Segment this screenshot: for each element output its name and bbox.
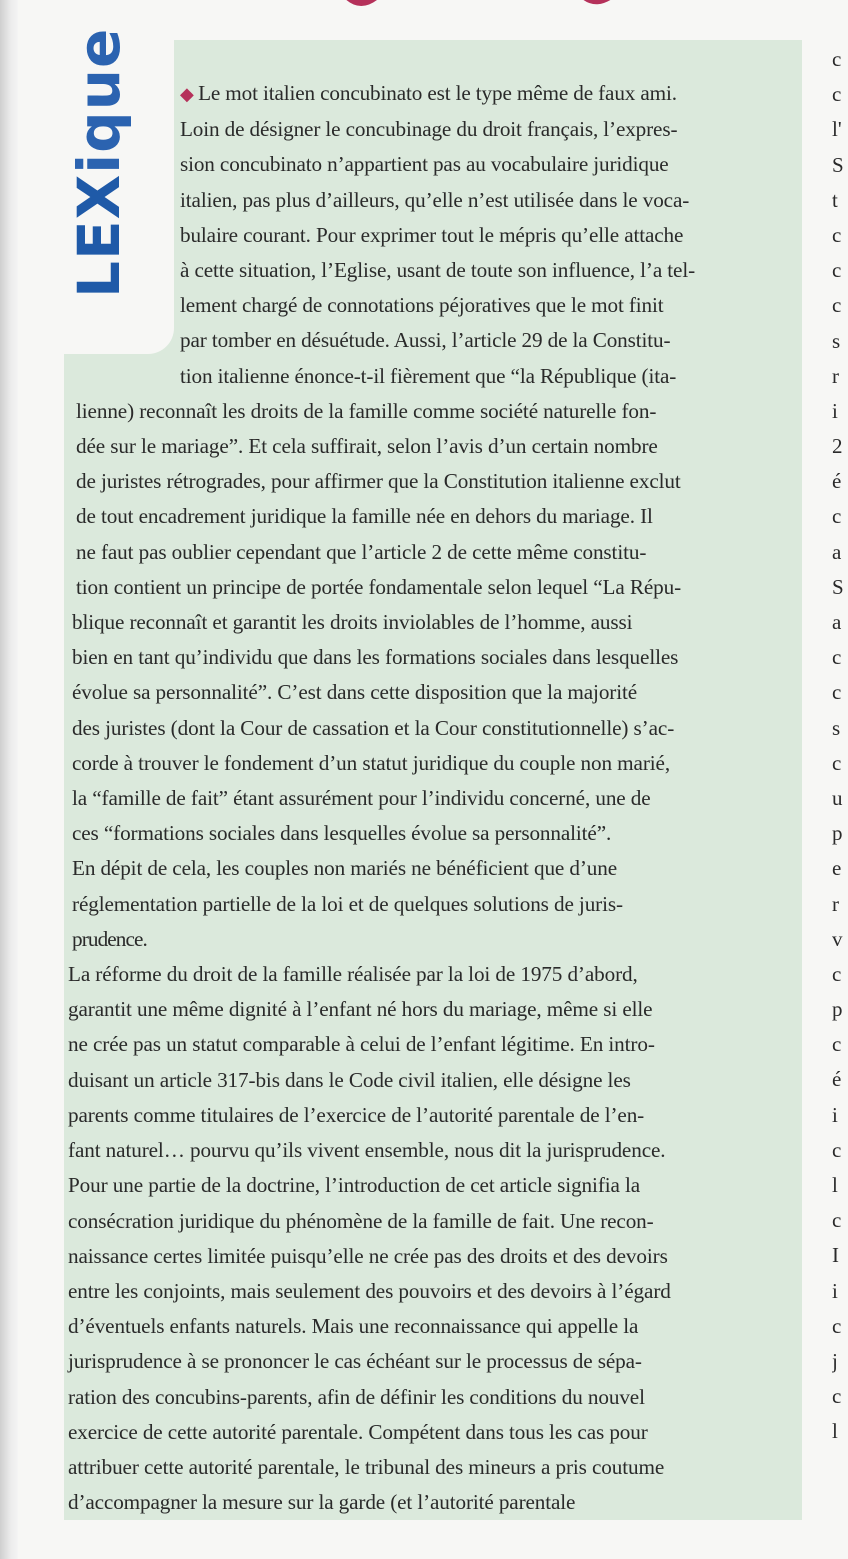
article-line: sion concubinato n’appartient pas au vocabulaire juridique [180,152,669,177]
article-line: prudence. [72,926,147,951]
article-line: ne crée pas un statut comparable à celui de l’enfant légitime. En intro- [68,1032,655,1057]
adjacent-column-letter: l' [832,117,842,142]
adjacent-column-letter: c [832,222,842,247]
adjacent-column-letter: c [832,504,842,529]
article-line: naissance certes limitée puisqu’elle ne crée pas des droits et des devoirs [68,1243,668,1268]
adjacent-column-letter: s [832,328,841,353]
title-decoration [325,0,685,18]
article-line: consécration juridique du phénomène de la famille de fait. Une recon- [68,1208,654,1233]
article-line-text: Le mot italien concubinato est le type même de faux ami. [198,81,677,105]
adjacent-column-letter: c [832,961,842,986]
adjacent-column-letter: c [832,1032,842,1057]
adjacent-column-letter: é [832,469,842,494]
article-line: Loin de désigner le concubinage du droit français, l’expres- [180,117,678,142]
article-line: lienne) reconnaît les droits de la famille comme société naturelle fon- [76,398,657,423]
adjacent-column-letter: u [832,785,843,810]
adjacent-column-letter: I [832,1243,839,1268]
paragraph-bullet-icon: ◆ [180,84,199,104]
article-line: tion contient un principe de portée fondamentale selon lequel “La Répu- [76,574,682,599]
adjacent-column-letter: i [832,1102,838,1127]
article-line [64,40,802,112]
article-line: tion italienne énonce-t-il fièrement que “la République (ita- [180,363,677,388]
adjacent-column-letter: c [832,1208,842,1233]
adjacent-column-letter: c [832,47,842,71]
adjacent-column-letter: s [832,715,841,740]
article-line: la “famille de fait” étant assurément pour l’individu concerné, une de [72,786,651,811]
adjacent-column-letter: a [832,539,842,564]
article-line: de juristes rétrogrades, pour affirmer que la Constitution italienne exclut [76,469,681,494]
adjacent-column-letter: p [832,997,843,1022]
adjacent-column-letter: é [832,1067,842,1092]
article-line: à cette situation, l’Eglise, usant de toute son influence, l’a tel- [180,258,696,283]
article-line: réglementation partielle de la loi et de quelques solutions de juris- [72,891,623,916]
section-label-caps: LEX [65,173,133,298]
adjacent-column-letter: t [832,187,838,212]
article-line: fant naturel… pourvu qu’ils vivent ensemble, nous dit la jurisprudence. [68,1138,666,1163]
adjacent-column-letter: a [832,610,842,634]
adjacent-column-letter: S [832,574,844,599]
article-line: ces “formations sociales dans lesquelles évolue sa personnalité”. [72,821,612,846]
article-line: corde à trouver le fondement d’un statut juridique du couple non marié, [72,750,671,775]
adjacent-column-letter: i [832,398,838,423]
adjacent-column-letter: l [832,1173,838,1197]
adjacent-column-letter: v [832,926,843,951]
article-line: de tout encadrement juridique la famille née en dehors du mariage. Il [76,504,653,529]
adjacent-column-letter: p [832,821,843,846]
article-line: garantit une même dignité à l’enfant né hors du mariage, même si elle [68,997,653,1022]
article-line: ne faut pas oublier cependant que l’article 2 de cette même constitu- [76,539,647,564]
adjacent-column-letter: c [832,293,842,318]
article-line: La réforme du droit de la famille réalisée par la loi de 1975 d’abord, [68,962,638,987]
adjacent-column-letter: c [832,680,842,705]
adjacent-column-letter: c [832,1384,842,1409]
adjacent-column-letter: r [832,363,839,388]
adjacent-column-letter: l [832,1419,838,1444]
article-line: attribuer cette autorité parentale, le tribunal des mineurs a pris coutume [68,1454,665,1479]
article-line: exercice de cette autorité parentale. Compétent dans tous les cas pour [68,1419,648,1444]
adjacent-column-letter: c [832,1313,842,1338]
article-line: évolue sa personnalité”. C’est dans cette disposition que la majorité [72,680,638,705]
article-line: d’éventuels enfants naturels. Mais une reconnaissance qui appelle la [68,1314,639,1339]
adjacent-column-fragment [832,42,848,1450]
article-line: parents comme titulaires de l’exercice de l’autorité parentale de l’en- [68,1102,645,1127]
adjacent-column-letter: c [832,750,842,775]
adjacent-column-letter: r [832,891,839,916]
article-line: italien, pas plus d’ailleurs, qu’elle n’est utilisée dans le voca- [180,187,690,212]
article-line: duisant un article 317-bis dans le Code civil italien, elle désigne les [68,1067,631,1092]
adjacent-column-letter: c [832,1137,842,1162]
article-line: entre les conjoints, mais seulement des pouvoirs et des devoirs à l’égard [68,1278,671,1303]
article-line: Pour une partie de la doctrine, l’introduction de cet article signifia la [68,1173,641,1198]
article-line: d’accompagner la mesure sur la garde (et l’autorité parentale [68,1490,576,1515]
article-line: En dépit de cela, les couples non mariés ne bénéficient que d’une [72,856,618,881]
section-label-lower: ique [65,27,133,174]
article-line: bien en tant qu’individu que dans les formations sociales dans lesquelles [72,645,679,670]
adjacent-column-letter: c [832,82,842,107]
article-body [64,40,802,1520]
article-line: bulaire courant. Pour exprimer tout le mépris qu’elle attache [180,222,684,247]
article-line: par tomber en désuétude. Aussi, l’article 29 de la Constitu- [180,328,671,353]
article-line: ration des concubins-parents, afin de définir les conditions du nouvel [68,1384,645,1409]
adjacent-column-letter: c [832,258,842,283]
adjacent-column-letter: 2 [832,434,843,459]
article-line: dée sur le mariage”. Et cela suffirait, selon l’avis d’un certain nombre [76,434,658,459]
adjacent-column-letter: S [832,152,844,177]
adjacent-column-letter: c [832,645,842,670]
page-binding-edge [0,0,18,1559]
article-line: des juristes (dont la Cour de cassation et la Cour constitutionnelle) s’ac- [72,715,675,740]
adjacent-column-letter: j [832,1348,838,1373]
adjacent-column-letter: e [832,856,842,881]
adjacent-column-letter: i [832,1278,838,1303]
article-line: lement chargé de connotations péjoratives que le mot finit [180,293,664,318]
article-line: blique reconnaît et garantit les droits inviolables de l’homme, aussi [72,610,633,635]
article-line: jurisprudence à se prononcer le cas échéant sur le processus de sépa- [68,1349,642,1374]
